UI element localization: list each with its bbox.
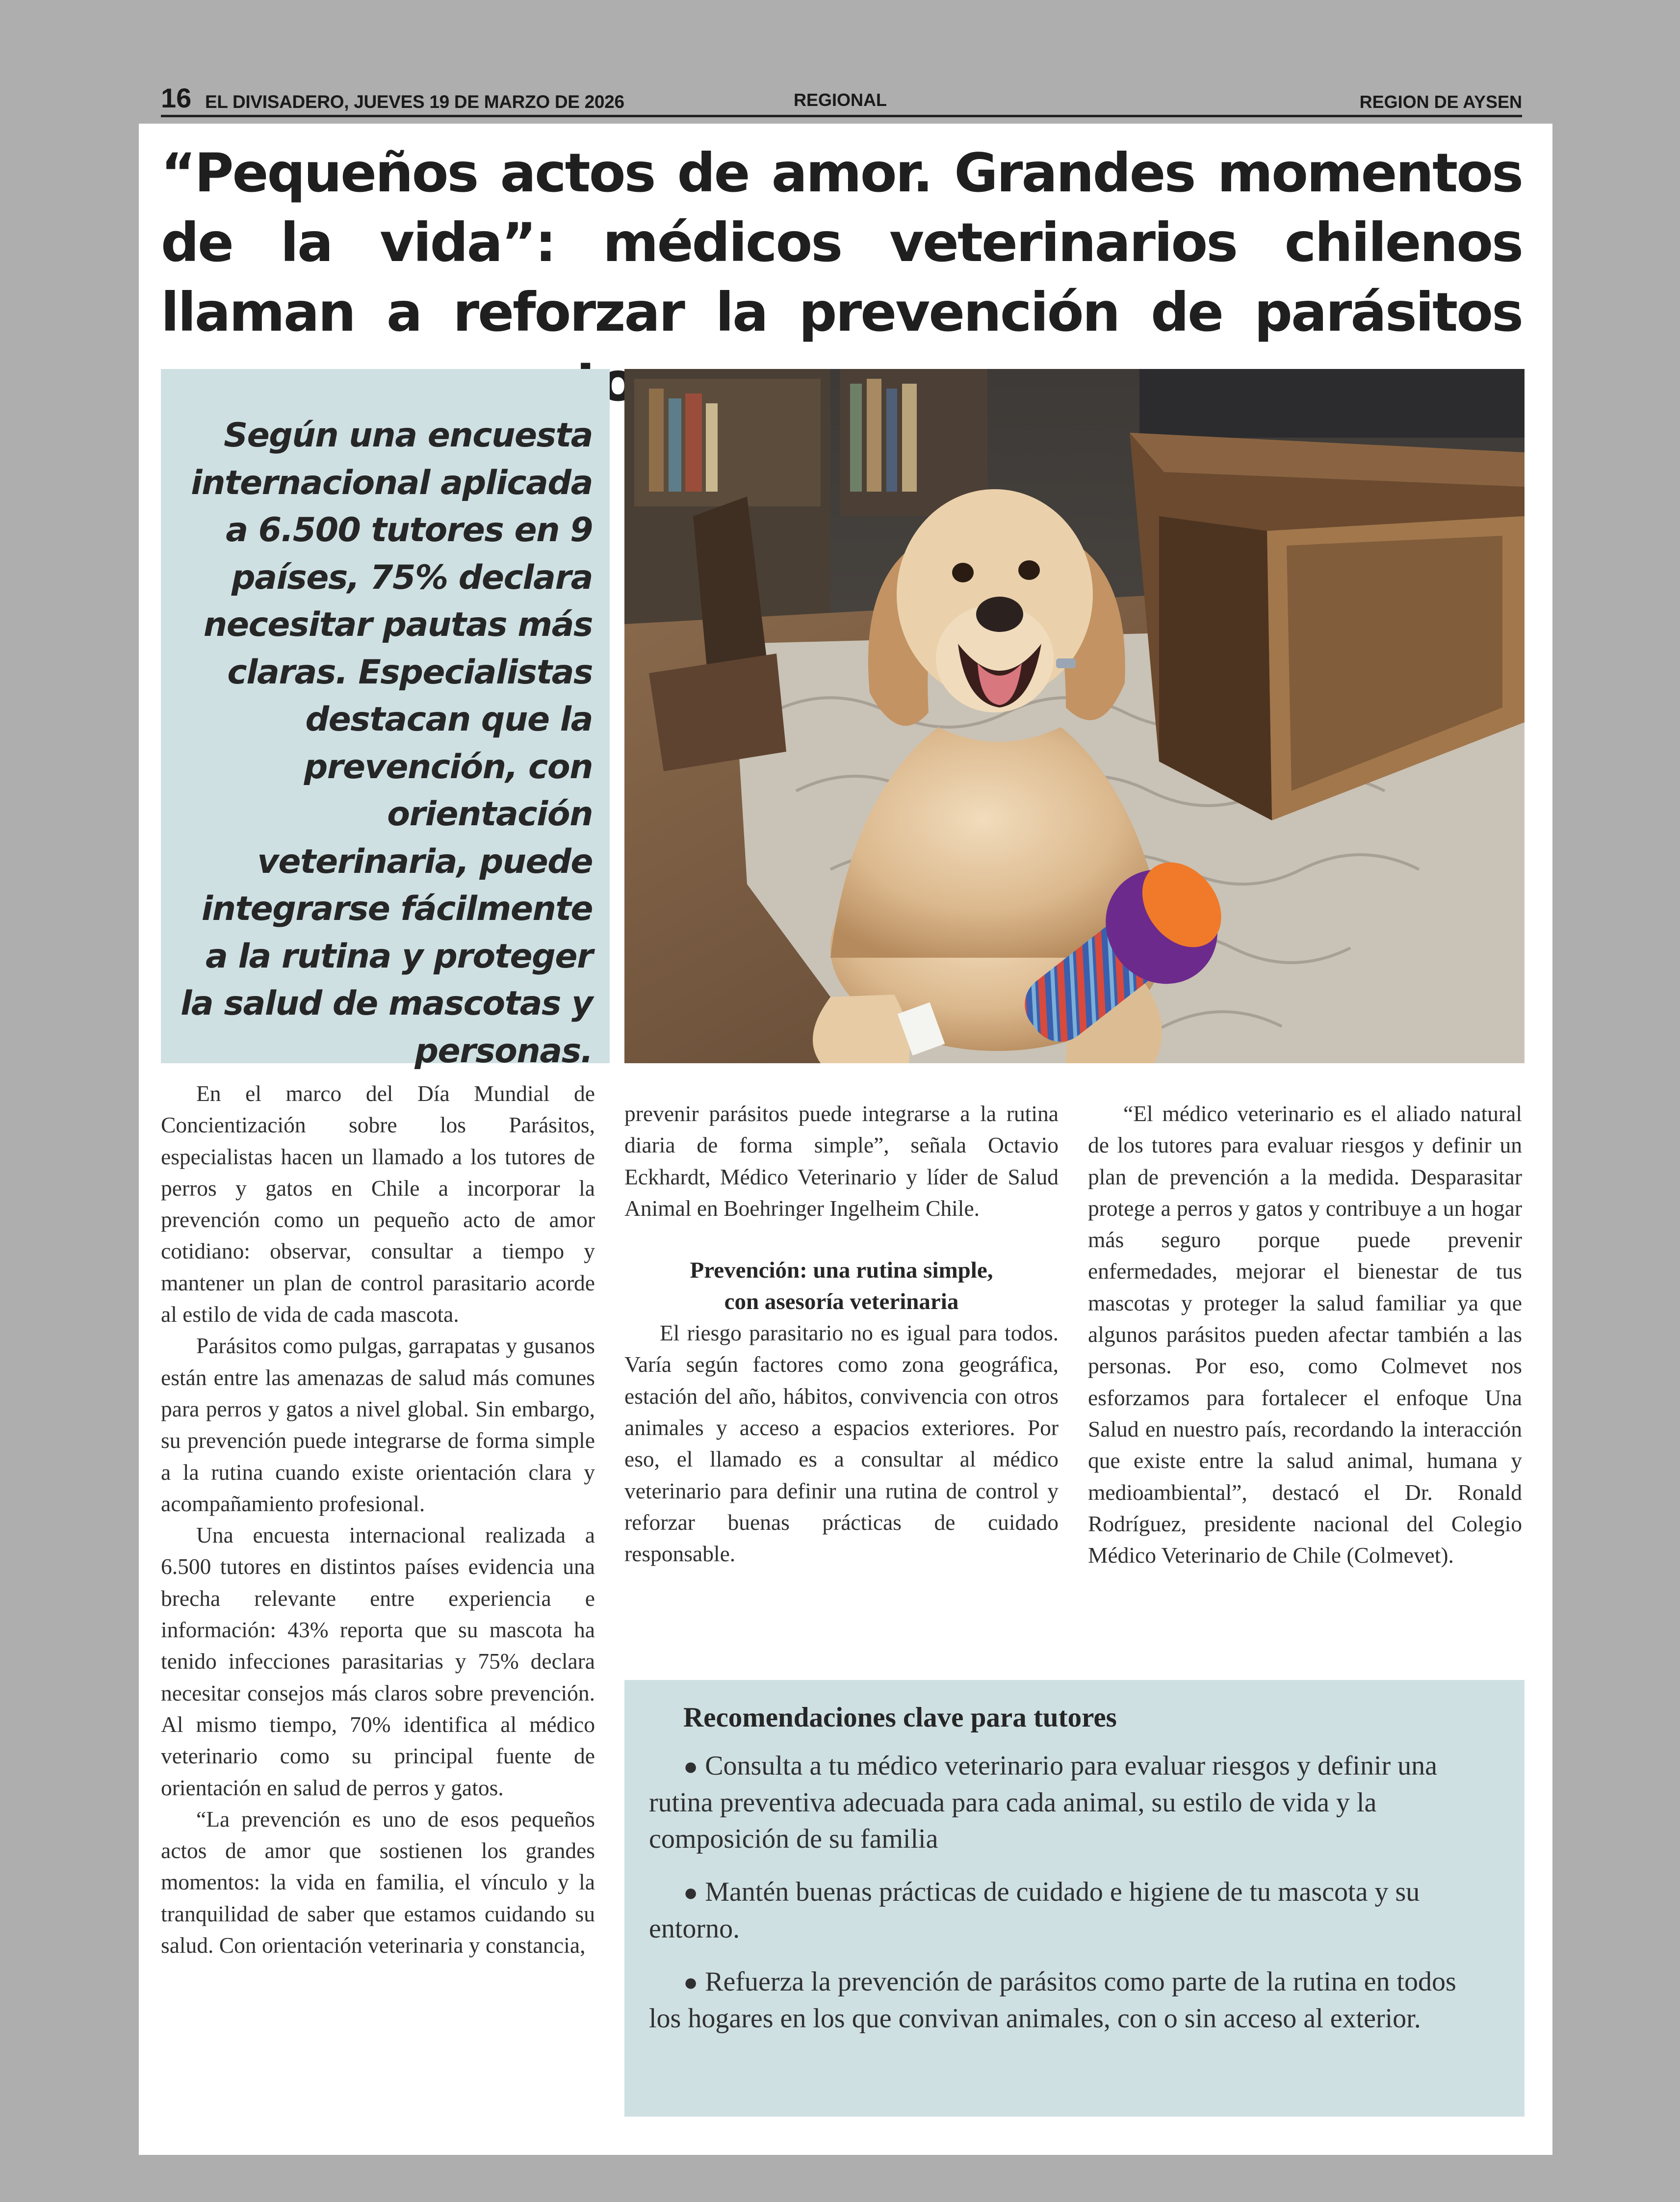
recommendation-text: Mantén buenas prácticas de cuidado e higiene de tu mascota y su entorno. (649, 1877, 1420, 1944)
body-paragraph: “La prevención es uno de esos pequeños actos de amor que sostienen los grandes momentos: la vida en familia, el vínculo y la tranquilidad de saber que estamos cuidando su salud. Con orientación veterinaria y constancia, (161, 1806, 595, 1958)
page-number: 16 (161, 82, 192, 113)
body-paragraph: Parásitos como pulgas, garrapatas y gusanos están entre las amenazas de salud más comunes para perros y gatos a nivel global. Sin embargo, su prevención puede integrarse de forma simple a la rutina cuando existe orientación clara y acompañamiento profesional. (161, 1333, 595, 1516)
newspaper-page (139, 124, 1552, 2155)
recommendations-title: Recomendaciones clave para tutores (683, 1702, 1117, 1733)
article-column-1 (161, 1078, 595, 1961)
article-headline: “Pequeños actos de amor. Grandes momentos de la vida”: médicos veterinarios chilenos llaman a reforzar la prevención de parásitos (161, 142, 1522, 343)
body-paragraph: En el marco del Día Mundial de Concientización sobre los Parásitos, especialistas hacen un llamado a los tutores de perros y gatos en Chile a incorporar la prevención como un pequeño acto de amor cotidiano: observar, consultar a tiempo y mantener un plan de control parasitario acorde al estilo de vida de cada mascota. (161, 1081, 595, 1327)
article-column-2 (624, 1098, 1059, 1570)
recommendation-item (649, 1874, 1473, 1947)
masthead-date: EL DIVISADERO, JUEVES 19 DE MARZO DE 2026 (205, 92, 624, 112)
subhead-line-1: Prevención: una rutina simple, (690, 1258, 993, 1284)
recommendations-box (624, 1680, 1525, 2117)
body-paragraph: “El médico veterinario es el aliado natural de los tutores para evaluar riesgos y definir un plan de prevención a la medida. Desparasitar protege a perros y gatos y contribuye a un hogar más seguro porque puede prevenir enfermedades, mejorar el bienestar de tus mascotas y proteger la salud familiar ya que algunos parásitos pueden afectar también a las personas. Por eso, como Colmevet nos esforzamos para fortalecer el enfoque Una Salud en nuestro país, recordando la interacción que existe entre la salud animal, humana y medioambiental”, destacó el Dr. Ronald Rodríguez, presidente nacional del Colegio Médico Veterinario de Chile (Colmevet). (1088, 1101, 1522, 1568)
subhead-line-2: con asesoría veterinaria (724, 1289, 959, 1315)
article-column-3 (1088, 1098, 1522, 1571)
bullet-icon: ● (683, 1968, 698, 1996)
page-header (161, 82, 1522, 117)
bullet-icon: ● (683, 1753, 698, 1780)
recommendation-text: Consulta a tu médico veterinario para evaluar riesgos y definir una rutina preventiva adecuada para cada animal, su estilo de vida y la composición de su familia (649, 1751, 1438, 1854)
section-label: REGIONAL (794, 90, 887, 110)
dog-photo-illustration (624, 369, 1525, 1063)
article-lede: Según una encuesta internacional aplicada a 6.500 tutores en 9 países, 75% declara necesitar pautas más claras. Especialistas destacan que la prevención, con orientación veterinaria, puede integrarse fácilmente a la rutina y proteger la salud de mascotas y personas. (181, 416, 593, 1071)
recommendation-text: Refuerza la prevención de parásitos como parte de la rutina en todos los hogares en los que convivan animales, con o sin acceso al exterior. (649, 1966, 1456, 2034)
dog-photo (624, 369, 1525, 1063)
recommendation-item (649, 1748, 1473, 1857)
recommendation-item (649, 1964, 1473, 2037)
body-paragraph: prevenir parásitos puede integrarse a la rutina diaria de forma simple”, señala Octavio Eckhardt, Médico Veterinario y líder de Salud Animal en Boehringer Ingelheim Chile. (624, 1101, 1059, 1221)
article-subhead (624, 1255, 1059, 1317)
body-paragraph: Una encuesta internacional realizada a 6.500 tutores en distintos países evidencia una brecha relevante entre experiencia e información: 43% reporta que su mascota ha tenido infecciones parasitarias y 75% declara necesitar consejos más claros sobre prevención. Al mismo tiempo, 70% identifica al médico veterinario como su principal fuente de orientación en salud de perros y gatos. (161, 1522, 595, 1800)
body-paragraph: El riesgo parasitario no es igual para todos. Varía según factores como zona geográfica, estación del año, hábitos, convivencia con otros animales y acceso a espacios exteriores. Por eso, el llamado es a consultar al médico veterinario para definir una rutina de control y reforzar buenas prácticas de cuidado responsable. (624, 1320, 1059, 1567)
region-label: REGION DE AYSEN (1359, 92, 1522, 112)
lede-box (161, 369, 610, 1071)
bullet-icon: ● (683, 1879, 698, 1906)
